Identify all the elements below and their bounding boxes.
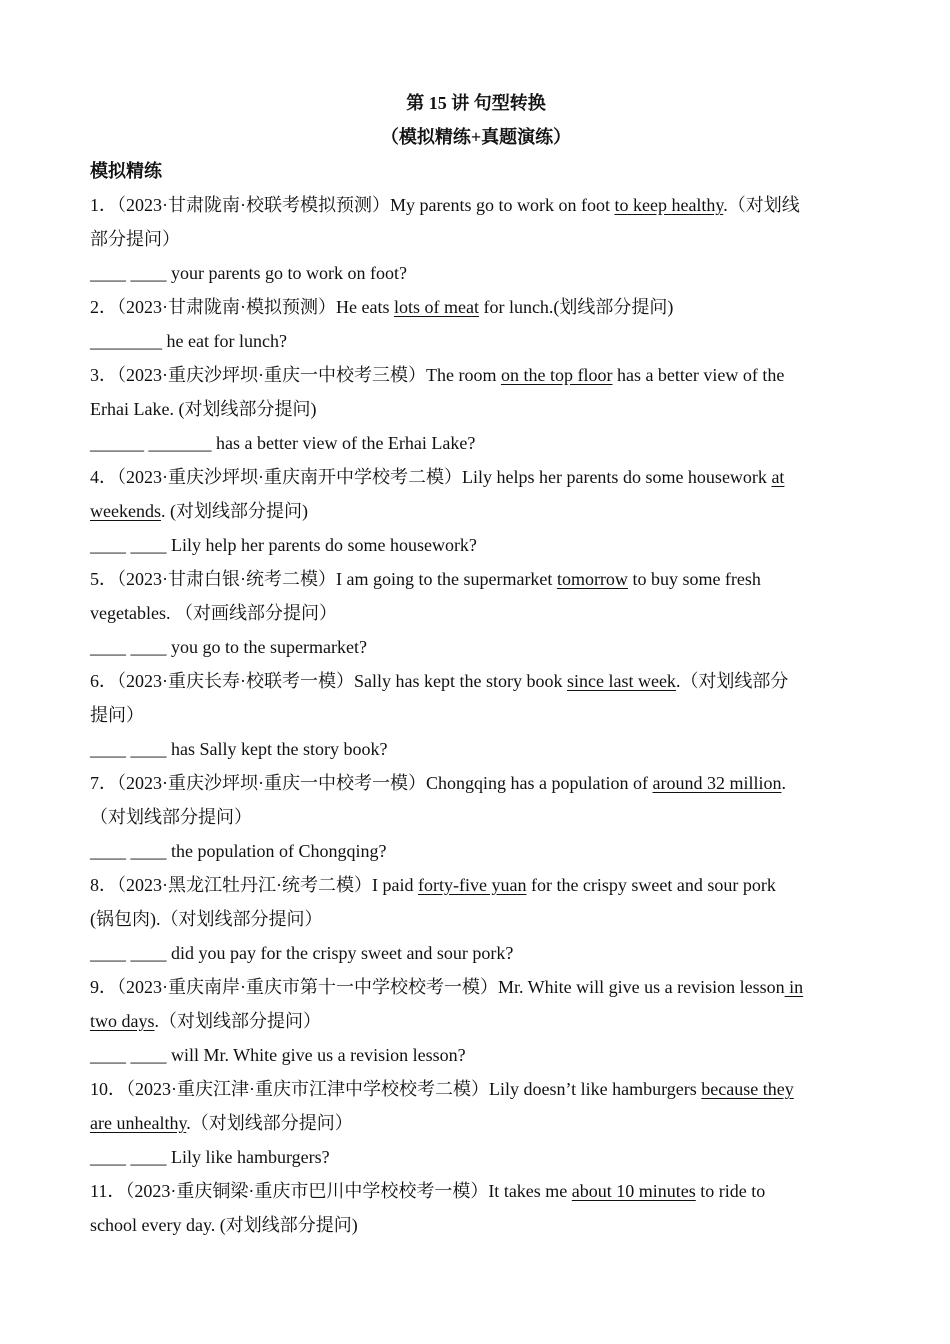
question-text: 提问） <box>90 705 144 725</box>
exercise-item <box>90 562 862 664</box>
exercise-item <box>90 664 862 766</box>
question-text: (锅包肉).（对划线部分提问） <box>90 909 323 929</box>
question-text: 1．（2023·甘肃陇南·校联考模拟预测）My parents go to work on foot <box>90 195 615 215</box>
question-text: . <box>781 773 786 793</box>
question-text: .（对划线部分 <box>675 671 789 691</box>
exercise-item <box>90 290 862 358</box>
question-line-continued <box>90 222 862 256</box>
exercise-item <box>90 1072 862 1174</box>
underlined-phrase: about 10 minutes <box>571 1181 696 1201</box>
question-line <box>90 358 862 392</box>
question-line-continued <box>90 596 862 630</box>
answer-blank-line: ____ ____ Lily help her parents do some housework? <box>90 535 477 555</box>
question-text: has a better view of the <box>612 365 785 385</box>
underlined-phrase: on the top floor <box>500 365 613 385</box>
exercise-item <box>90 1174 862 1242</box>
question-line <box>90 766 862 800</box>
question-line-continued <box>90 1208 862 1242</box>
answer-blank-line: ____ ____ did you pay for the crispy sweet and sour pork? <box>90 943 514 963</box>
section-heading: 模拟精练 <box>90 161 162 181</box>
lesson-subtitle: （模拟精练+真题演练） <box>380 127 572 147</box>
answer-blank-line: ____ ____ your parents go to work on foot? <box>90 263 407 283</box>
question-line-continued <box>90 902 862 936</box>
underlined-phrase: in <box>784 977 804 997</box>
underlined-phrase: since last week <box>566 671 676 691</box>
exercise-item <box>90 766 862 868</box>
question-text: to ride to <box>695 1181 766 1201</box>
underlined-phrase: around 32 million <box>652 773 782 793</box>
answer-blank-line: ____ ____ you go to the supermarket? <box>90 637 367 657</box>
question-line <box>90 188 862 222</box>
document-page <box>90 86 862 1242</box>
question-line-continued <box>90 494 862 528</box>
question-text: 3．（2023·重庆沙坪坝·重庆一中校考三模）The room <box>90 365 501 385</box>
question-text: 部分提问） <box>90 229 180 249</box>
exercise-item <box>90 970 862 1072</box>
exercise-item <box>90 868 862 970</box>
answer-blank-line: ____ ____ has Sally kept the story book? <box>90 739 388 759</box>
question-line <box>90 664 862 698</box>
question-line <box>90 868 862 902</box>
underlined-phrase: because they <box>701 1079 794 1099</box>
question-text: .（对划线部分提问） <box>154 1011 321 1031</box>
underlined-phrase: tomorrow <box>556 569 628 589</box>
question-line-continued <box>90 698 862 732</box>
underlined-phrase: to keep healthy <box>614 195 724 215</box>
answer-blank-line: ____ ____ will Mr. White give us a revision lesson? <box>90 1045 466 1065</box>
question-text: .（对划线部分提问） <box>186 1113 353 1133</box>
exercise-item <box>90 358 862 460</box>
answer-blank-line: ____ ____ the population of Chongqing? <box>90 841 387 861</box>
question-text: 5．（2023·甘肃白银·统考二模）I am going to the supermarket <box>90 569 557 589</box>
underlined-phrase: two days <box>90 1011 155 1031</box>
question-text: 2．（2023·甘肃陇南·模拟预测）He eats <box>90 297 394 317</box>
question-line <box>90 1072 862 1106</box>
question-line-continued <box>90 1004 862 1038</box>
underlined-phrase: forty-five yuan <box>417 875 527 895</box>
underlined-phrase: at <box>771 467 785 487</box>
answer-blank-line: ______ _______ has a better view of the Erhai Lake? <box>90 433 476 453</box>
underlined-phrase: lots of meat <box>393 297 479 317</box>
question-line <box>90 460 862 494</box>
lesson-title: 第 15 讲 句型转换 <box>406 93 546 113</box>
question-text: for lunch.(划线部分提问) <box>478 297 674 317</box>
answer-blank-line: ________ he eat for lunch? <box>90 331 287 351</box>
question-text: 11．（2023·重庆铜梁·重庆市巴川中学校校考一模）It takes me <box>90 1181 572 1201</box>
underlined-phrase: weekends <box>90 501 161 521</box>
question-line <box>90 290 862 324</box>
question-text: 7．（2023·重庆沙坪坝·重庆一中校考一模）Chongqing has a population of <box>90 773 653 793</box>
answer-blank-line: ____ ____ Lily like hamburgers? <box>90 1147 330 1167</box>
question-text: 6．（2023·重庆长寿·校联考一模）Sally has kept the story book <box>90 671 567 691</box>
question-line-continued <box>90 800 862 834</box>
question-text: 9．（2023·重庆南岸·重庆市第十一中学校校考一模）Mr. White will give us a revision lesson <box>90 977 785 997</box>
question-text: to buy some fresh <box>627 569 761 589</box>
exercise-item <box>90 460 862 562</box>
exercise-list <box>90 188 862 1242</box>
question-line <box>90 1174 862 1208</box>
question-text: . (对划线部分提问) <box>160 501 308 521</box>
question-text: 10．（2023·重庆江津·重庆市江津中学校校考二模）Lily doesn’t like hamburgers <box>90 1079 702 1099</box>
question-text: （对划线部分提问） <box>90 807 252 827</box>
question-text: 4．（2023·重庆沙坪坝·重庆南开中学校考二模）Lily helps her parents do some housework <box>90 467 772 487</box>
question-text: Erhai Lake. (对划线部分提问) <box>90 399 317 419</box>
question-text: vegetables. （对画线部分提问） <box>90 603 337 623</box>
question-line-continued <box>90 1106 862 1140</box>
question-line-continued <box>90 392 862 426</box>
question-text: school every day. (对划线部分提问) <box>90 1215 358 1235</box>
question-line <box>90 562 862 596</box>
question-text: 8．（2023·黑龙江牡丹江·统考二模）I paid <box>90 875 418 895</box>
question-line <box>90 970 862 1004</box>
question-text: for the crispy sweet and sour pork <box>526 875 776 895</box>
underlined-phrase: are unhealthy <box>90 1113 187 1133</box>
exercise-item <box>90 188 862 290</box>
question-text: .（对划线 <box>723 195 800 215</box>
